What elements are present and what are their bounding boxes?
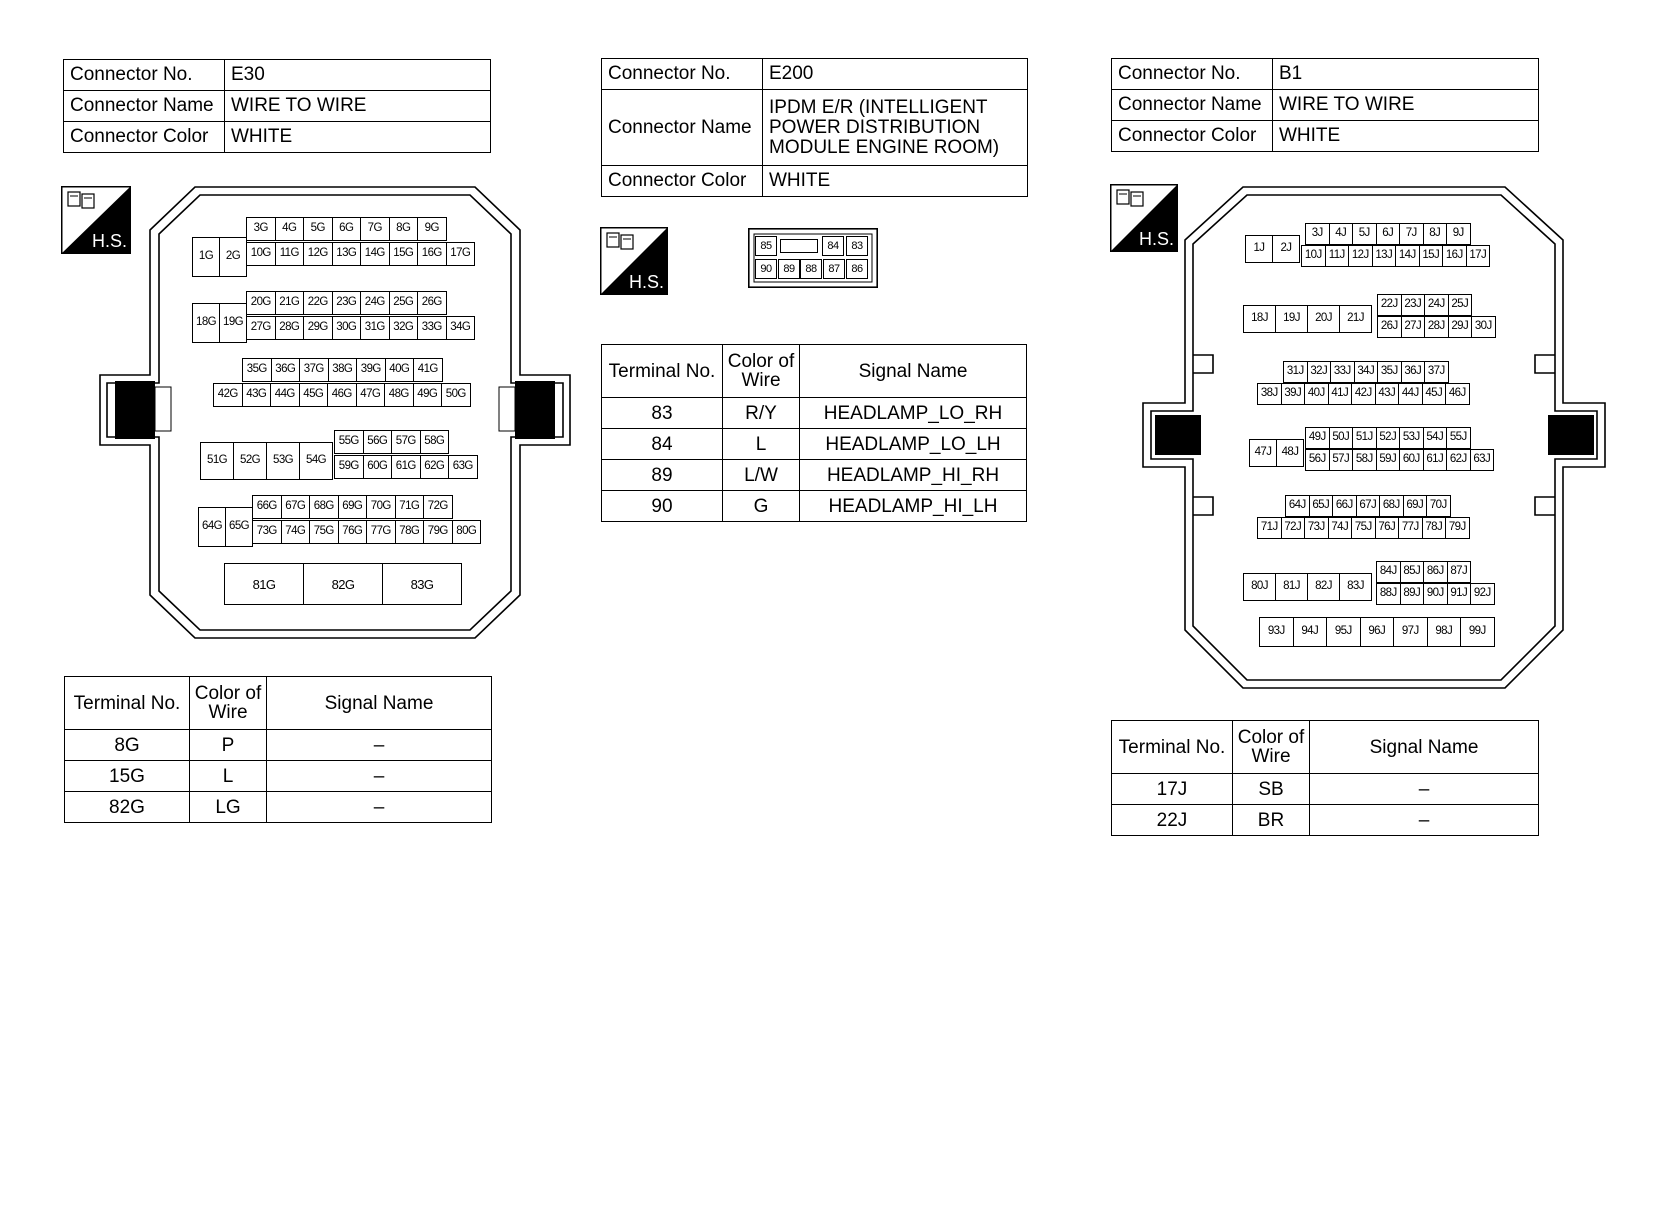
e200-pin-88: 88: [800, 259, 822, 279]
e30-pin: 69G: [338, 495, 368, 519]
b1-pin: 73J: [1304, 517, 1329, 539]
b1-pin: 91J: [1447, 583, 1472, 605]
e200-hs-icon: [600, 227, 668, 295]
b1-pin: 39J: [1281, 383, 1306, 405]
b1-pin: 3J: [1305, 223, 1330, 245]
b1-pin: 70J: [1426, 495, 1451, 517]
b1-pin: 69J: [1403, 495, 1428, 517]
b1-pin: 86J: [1423, 561, 1448, 583]
wire-color-cell: SB: [1233, 774, 1310, 805]
e30-pin: 8G: [389, 217, 419, 241]
b1-pin: 33J: [1330, 361, 1355, 383]
e30-header-wire-color: Color of Wire: [190, 677, 267, 730]
b1-pin: 36J: [1401, 361, 1426, 383]
b1-pin: 41J: [1328, 383, 1353, 405]
e30-pin: 30G: [332, 316, 362, 340]
b1-pin: 24J: [1424, 294, 1449, 316]
terminal-cell: 83: [602, 398, 723, 429]
table-row: [602, 460, 1027, 491]
b1-pin: 99J: [1460, 617, 1495, 647]
b1-pin: 89J: [1400, 583, 1425, 605]
b1-pin: 66J: [1332, 495, 1357, 517]
signal-cell: –: [267, 792, 492, 823]
signal-cell: HEADLAMP_HI_LH: [800, 491, 1027, 522]
b1-name-label: Connector Name: [1112, 90, 1273, 121]
table-row: [65, 761, 492, 792]
b1-pin: 6J: [1376, 223, 1401, 245]
b1-pin: 58J: [1352, 449, 1377, 471]
b1-pin: 90J: [1423, 583, 1448, 605]
b1-pin: 8J: [1423, 223, 1448, 245]
b1-pin: 28J: [1424, 316, 1449, 338]
b1-pin: 2J: [1272, 235, 1300, 263]
b1-pin: 19J: [1275, 305, 1308, 333]
signal-cell: HEADLAMP_LO_LH: [800, 429, 1027, 460]
b1-info-table: [1111, 58, 1539, 152]
e30-pin: 83G: [382, 563, 462, 605]
e30-pin: 45G: [299, 383, 329, 407]
b1-header-wire-color: Color of Wire: [1233, 721, 1310, 774]
e30-pin: 60G: [363, 455, 393, 479]
e200-connector-face: [748, 228, 878, 288]
terminal-cell: 15G: [65, 761, 190, 792]
b1-pin: 21J: [1339, 305, 1372, 333]
e30-pin: 61G: [391, 455, 421, 479]
e200-pin-83: 83: [846, 236, 868, 256]
b1-hs-label: H.S.: [1138, 229, 1174, 249]
b1-pin: 82J: [1307, 573, 1340, 601]
b1-no-label: Connector No.: [1112, 59, 1273, 90]
b1-pin: 77J: [1398, 517, 1423, 539]
b1-pin: 84J: [1376, 561, 1401, 583]
e30-pin: 2G: [219, 237, 247, 277]
e30-pin: 40G: [385, 358, 415, 382]
e30-pin: 78G: [395, 520, 425, 544]
b1-pin: 57J: [1329, 449, 1354, 471]
b1-pin: 53J: [1399, 427, 1424, 449]
e200-terminal-table: [601, 344, 1027, 522]
b1-terminal-table: [1111, 720, 1539, 836]
signal-cell: –: [1310, 774, 1539, 805]
b1-pin: 40J: [1304, 383, 1329, 405]
e30-pin: 19G: [219, 303, 247, 343]
b1-header-signal: Signal Name: [1310, 721, 1539, 774]
b1-pin: 55J: [1446, 427, 1471, 449]
wire-color-cell: R/Y: [723, 398, 800, 429]
e30-pin: 38G: [328, 358, 358, 382]
e30-pin: 3G: [246, 217, 276, 241]
e30-pin: 15G: [389, 242, 419, 266]
signal-cell: –: [267, 730, 492, 761]
e30-pin: 53G: [266, 442, 300, 480]
e30-pin: 27G: [246, 316, 276, 340]
e30-pin: 52G: [233, 442, 267, 480]
b1-pin: 38J: [1257, 383, 1282, 405]
e30-no-label: Connector No.: [64, 60, 225, 91]
e30-pin: 35G: [242, 358, 272, 382]
b1-pin: 63J: [1470, 449, 1495, 471]
b1-pin: 42J: [1351, 383, 1376, 405]
e30-pin: 59G: [334, 455, 364, 479]
e30-pin: 39G: [356, 358, 386, 382]
b1-pin: 17J: [1466, 245, 1491, 267]
e200-pin-87: 87: [823, 259, 845, 279]
e30-pin: 28G: [275, 316, 305, 340]
b1-pin: 14J: [1395, 245, 1420, 267]
b1-pin: 23J: [1401, 294, 1426, 316]
e30-pin: 20G: [246, 291, 276, 315]
e30-name-label: Connector Name: [64, 91, 225, 122]
b1-pin: 11J: [1325, 245, 1350, 267]
b1-pin: 44J: [1398, 383, 1423, 405]
e30-pin: 47G: [356, 383, 386, 407]
b1-pin: 79J: [1445, 517, 1470, 539]
wire-color-cell: LG: [190, 792, 267, 823]
e30-pin: 46G: [327, 383, 357, 407]
b1-pin: 92J: [1470, 583, 1495, 605]
b1-pin: 32J: [1307, 361, 1332, 383]
e30-info-table: [63, 59, 491, 153]
b1-pin: 48J: [1276, 439, 1304, 467]
b1-pin: 67J: [1356, 495, 1381, 517]
table-row: [602, 398, 1027, 429]
terminal-cell: 90: [602, 491, 723, 522]
e30-header-terminal: Terminal No.: [65, 677, 190, 730]
b1-pin: 31J: [1283, 361, 1308, 383]
e30-pin: 49G: [413, 383, 443, 407]
e30-header-signal: Signal Name: [267, 677, 492, 730]
b1-pin: 54J: [1423, 427, 1448, 449]
wire-color-cell: L: [190, 761, 267, 792]
e200-pin-85: 85: [755, 236, 777, 256]
b1-pin: 4J: [1329, 223, 1354, 245]
e30-pin: 32G: [389, 316, 419, 340]
e30-pin: 72G: [423, 495, 453, 519]
b1-pin: 25J: [1448, 294, 1473, 316]
table-row: [1112, 774, 1539, 805]
e30-pin: 54G: [299, 442, 333, 480]
e200-no-value: E200: [763, 59, 1028, 90]
e30-pin: 56G: [363, 430, 393, 454]
signal-cell: HEADLAMP_LO_RH: [800, 398, 1027, 429]
e30-pin: 22G: [303, 291, 333, 315]
e200-header-wire-color: Color of Wire: [723, 345, 800, 398]
e30-pin: 1G: [192, 237, 220, 277]
e30-pin: 55G: [334, 430, 364, 454]
b1-pin: 71J: [1257, 517, 1282, 539]
e30-color-value: WHITE: [225, 122, 491, 153]
b1-pin: 49J: [1305, 427, 1330, 449]
e30-pin: 63G: [448, 455, 478, 479]
e30-pin: 7G: [360, 217, 390, 241]
e30-pin: 80G: [452, 520, 482, 544]
signal-cell: –: [1310, 805, 1539, 836]
e30-pin: 36G: [271, 358, 301, 382]
e30-pin: 12G: [303, 242, 333, 266]
b1-pin: 68J: [1379, 495, 1404, 517]
b1-pin: 30J: [1471, 316, 1496, 338]
b1-pin: 43J: [1375, 383, 1400, 405]
b1-pin: 88J: [1376, 583, 1401, 605]
table-row: [1112, 805, 1539, 836]
e30-pin: 73G: [252, 520, 282, 544]
b1-pin: 97J: [1393, 617, 1428, 647]
e30-pin: 43G: [242, 383, 272, 407]
e30-pin: 21G: [275, 291, 305, 315]
b1-pin: 29J: [1448, 316, 1473, 338]
b1-pin: 87J: [1447, 561, 1472, 583]
e200-pin-89: 89: [778, 259, 800, 279]
e30-pin: 23G: [332, 291, 362, 315]
b1-pin: 65J: [1309, 495, 1334, 517]
e30-pin: 74G: [281, 520, 311, 544]
b1-pin: 46J: [1445, 383, 1470, 405]
e200-name-value: IPDM E/R (INTELLIGENT POWER DISTRIBUTION MODULE ENGINE ROOM): [763, 90, 1028, 166]
e30-pin: 48G: [384, 383, 414, 407]
e30-pin: 25G: [389, 291, 419, 315]
b1-pin: 45J: [1422, 383, 1447, 405]
e30-name-value: WIRE TO WIRE: [225, 91, 491, 122]
e30-pin: 29G: [303, 316, 333, 340]
b1-pin: 10J: [1301, 245, 1326, 267]
terminal-cell: 89: [602, 460, 723, 491]
e30-pin: 18G: [192, 303, 220, 343]
b1-connector-face: [1143, 185, 1608, 690]
b1-pin: 26J: [1377, 316, 1402, 338]
wire-color-cell: BR: [1233, 805, 1310, 836]
b1-pin: 22J: [1377, 294, 1402, 316]
b1-header-terminal: Terminal No.: [1112, 721, 1233, 774]
b1-pin: 62J: [1446, 449, 1471, 471]
e200-header-signal: Signal Name: [800, 345, 1027, 398]
terminal-cell: 82G: [65, 792, 190, 823]
e30-hs-label: H.S.: [91, 231, 127, 251]
b1-pin: 61J: [1423, 449, 1448, 471]
e200-color-value: WHITE: [763, 166, 1028, 197]
e30-pin: 10G: [246, 242, 276, 266]
b1-pin: 85J: [1400, 561, 1425, 583]
e30-pin: 42G: [213, 383, 243, 407]
e30-pin: 4G: [275, 217, 305, 241]
e30-pin: 57G: [391, 430, 421, 454]
b1-pin: 76J: [1375, 517, 1400, 539]
b1-pin: 59J: [1376, 449, 1401, 471]
e30-pin: 14G: [360, 242, 390, 266]
e30-connector-face: [100, 185, 570, 640]
b1-pin: 94J: [1293, 617, 1328, 647]
e30-pin: 81G: [224, 563, 304, 605]
e30-pin: 50G: [441, 383, 471, 407]
b1-pin: 98J: [1427, 617, 1462, 647]
terminal-cell: 17J: [1112, 774, 1233, 805]
e200-pin-key: [780, 239, 818, 253]
b1-pin: 56J: [1305, 449, 1330, 471]
table-row: [602, 429, 1027, 460]
terminal-cell: 84: [602, 429, 723, 460]
e30-pin: 11G: [275, 242, 305, 266]
e30-pin: 64G: [198, 507, 226, 547]
b1-pin: 47J: [1249, 439, 1277, 467]
b1-pin: 75J: [1351, 517, 1376, 539]
e30-pin: 17G: [446, 242, 476, 266]
wire-color-cell: P: [190, 730, 267, 761]
table-row: [65, 792, 492, 823]
e30-no-value: E30: [225, 60, 491, 91]
b1-pin: 64J: [1285, 495, 1310, 517]
b1-pin: 72J: [1281, 517, 1306, 539]
e30-pin: 65G: [225, 507, 253, 547]
b1-pin: 78J: [1422, 517, 1447, 539]
e200-no-label: Connector No.: [602, 59, 763, 90]
table-row: [602, 491, 1027, 522]
b1-pin: 81J: [1275, 573, 1308, 601]
e30-terminal-table: [64, 676, 492, 823]
b1-pin: 5J: [1352, 223, 1377, 245]
e30-pin: 82G: [303, 563, 383, 605]
e200-hs-label: H.S.: [628, 272, 664, 292]
b1-no-value: B1: [1273, 59, 1539, 90]
b1-pin: 12J: [1348, 245, 1373, 267]
b1-pin: 52J: [1376, 427, 1401, 449]
e200-color-label: Connector Color: [602, 166, 763, 197]
b1-pin: 15J: [1419, 245, 1444, 267]
e30-pin: 75G: [309, 520, 339, 544]
b1-pin: 74J: [1328, 517, 1353, 539]
e200-pin-90: 90: [755, 259, 777, 279]
terminal-cell: 22J: [1112, 805, 1233, 836]
b1-color-label: Connector Color: [1112, 121, 1273, 152]
e30-pin: 33G: [417, 316, 447, 340]
wire-color-cell: L/W: [723, 460, 800, 491]
e30-pin: 13G: [332, 242, 362, 266]
e30-pin: 16G: [417, 242, 447, 266]
e30-pin: 34G: [446, 316, 476, 340]
b1-pin: 80J: [1243, 573, 1276, 601]
e30-pin: 44G: [270, 383, 300, 407]
e200-pin-84: 84: [822, 236, 844, 256]
e30-pin: 26G: [417, 291, 447, 315]
e200-pin-86: 86: [846, 259, 868, 279]
e30-pin: 76G: [338, 520, 368, 544]
b1-pin: 18J: [1243, 305, 1276, 333]
e30-pin: 58G: [420, 430, 450, 454]
b1-pin: 13J: [1372, 245, 1397, 267]
b1-pin: 37J: [1424, 361, 1449, 383]
e30-pin: 6G: [332, 217, 362, 241]
e30-pin: 31G: [360, 316, 390, 340]
e30-pin: 5G: [303, 217, 333, 241]
e30-pin: 37G: [299, 358, 329, 382]
table-row: [65, 730, 492, 761]
signal-cell: –: [267, 761, 492, 792]
b1-pin: 50J: [1329, 427, 1354, 449]
b1-pin: 95J: [1326, 617, 1361, 647]
terminal-cell: 8G: [65, 730, 190, 761]
e30-pin: 71G: [395, 495, 425, 519]
e30-pin: 66G: [252, 495, 282, 519]
b1-pin: 7J: [1399, 223, 1424, 245]
b1-pin: 9J: [1446, 223, 1471, 245]
b1-pin: 20J: [1307, 305, 1340, 333]
e30-pin: 41G: [413, 358, 443, 382]
b1-pin: 16J: [1442, 245, 1467, 267]
b1-pin: 93J: [1259, 617, 1294, 647]
b1-pin: 34J: [1354, 361, 1379, 383]
b1-pin: 96J: [1360, 617, 1395, 647]
b1-pin: 60J: [1399, 449, 1424, 471]
e30-pin: 9G: [417, 217, 447, 241]
e30-pin: 67G: [281, 495, 311, 519]
e200-header-terminal: Terminal No.: [602, 345, 723, 398]
b1-color-value: WHITE: [1273, 121, 1539, 152]
b1-pin: 83J: [1339, 573, 1372, 601]
e30-color-label: Connector Color: [64, 122, 225, 153]
b1-pin: 1J: [1245, 235, 1273, 263]
e30-pin: 68G: [309, 495, 339, 519]
e30-pin: 77G: [366, 520, 396, 544]
e30-pin: 24G: [360, 291, 390, 315]
b1-pin: 35J: [1377, 361, 1402, 383]
wire-color-cell: L: [723, 429, 800, 460]
e30-pin: 79G: [423, 520, 453, 544]
e200-info-table: [601, 58, 1028, 197]
e30-pin: 62G: [420, 455, 450, 479]
e30-pin: 70G: [366, 495, 396, 519]
b1-name-value: WIRE TO WIRE: [1273, 90, 1539, 121]
wire-color-cell: G: [723, 491, 800, 522]
e30-pin: 51G: [200, 442, 234, 480]
signal-cell: HEADLAMP_HI_RH: [800, 460, 1027, 491]
b1-pin: 27J: [1401, 316, 1426, 338]
b1-pin: 51J: [1352, 427, 1377, 449]
e200-name-label: Connector Name: [602, 90, 763, 166]
